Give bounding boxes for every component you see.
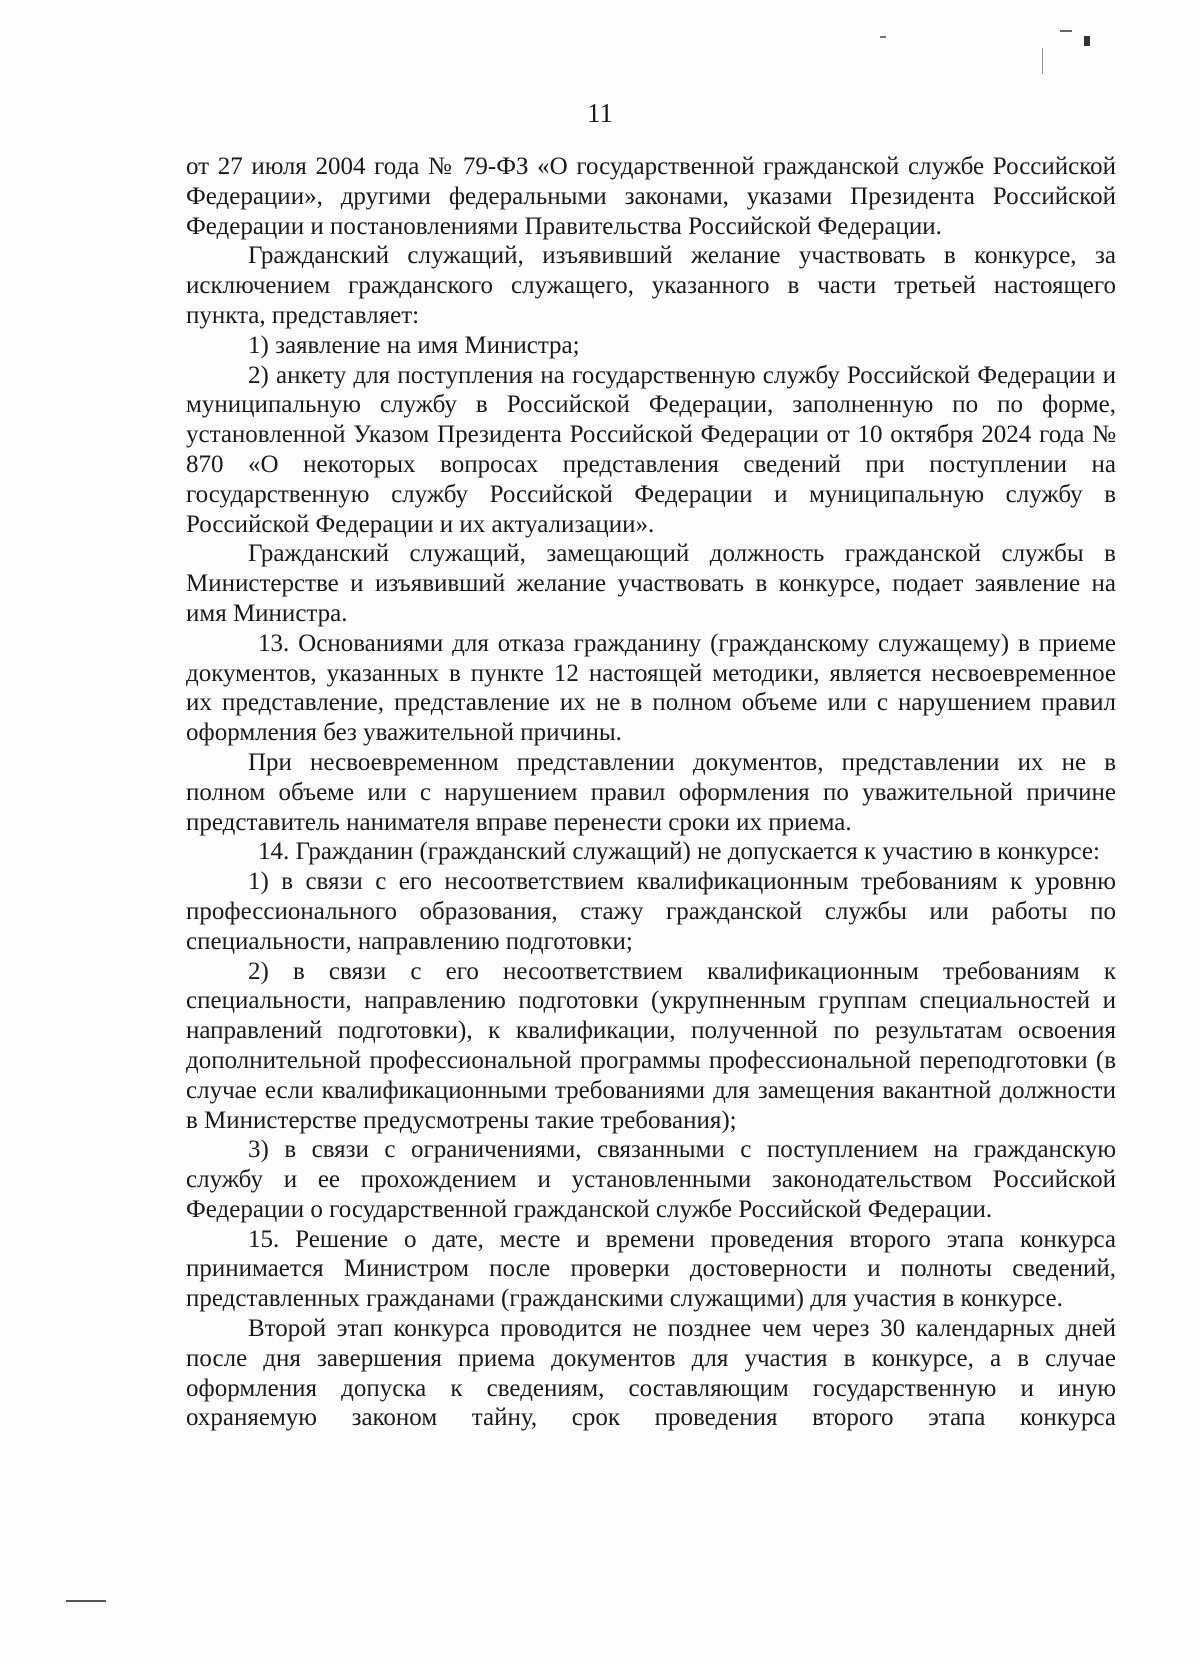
- paragraph-1: от 27 июля 2004 года № 79-ФЗ «О государственной гражданской службе Российской Федерации», другими федеральными законами, указами Президента Российской Федерации и постановлениями Правительства Российской Федерации.: [186, 153, 1116, 240]
- paragraph-10: 2) в связи с его несоответствием квалификационным требованиям к специальности, направлению подготовки (укрупненным группам специальностей и направлений подготовки), к квалификации, полученной по результатам освоения дополнительной профессиональной программы профессиональной переподготовки (в случае если квалификационными требованиями для замещения вакантной должности в Министерстве предусмотрены такие требования);: [186, 957, 1116, 1134]
- paragraph-4: 2) анкету для поступления на государственную службу Российской Федерации и муниципальную службу в Российской Федерации, заполненную по по форме, установленной Указом Президента Российской Федерации от 10 октября 2024 года № 870 «О некоторых вопросах представления сведений при поступлении на государственную службу Российской Федерации и муниципальную службу в Российской Федерации и их актуализации».: [186, 361, 1116, 538]
- scan-artifact-top: [1084, 36, 1090, 46]
- paragraph-7: При несвоевременном представлении документов, представлении их не в полном объеме или с нарушением правил оформления по уважительной причине представитель нанимателя вправе перенести сроки их приема.: [186, 748, 1116, 836]
- paragraph-6: 13. Основаниями для отказа гражданину (гражданскому служащему) в приеме документов, указанных в пункте 12 настоящей методики, является несвоевременное их представление, представление их не в полном объеме или с нарушением правил оформления без уважительной причины.: [186, 629, 1116, 747]
- paragraph-9: 1) в связи с его несоответствием квалификационным требованиям к уровню профессионального образования, стажу гражданской службы или работы по специальности, направлению подготовки;: [186, 868, 1116, 955]
- paragraph-2: Гражданский служащий, изъявивший желание участвовать в конкурсе, за исключением гражданского служащего, указанного в части третьей настоящего пункта, представляет:: [186, 242, 1116, 329]
- paragraph-13: Второй этап конкурса проводится не позднее чем через 30 календарных дней после дня завершения приема документов для участия в конкурсе, а в случае оформления допуска к сведениям, составляющим государственную и иную охраняемую законом тайну, срок проведения второго этапа конкурса: [186, 1315, 1116, 1432]
- document-body: [186, 152, 1116, 1433]
- paragraph-3: 1) заявление на имя Министра;: [248, 331, 580, 359]
- scan-artifact-top-3: [880, 36, 886, 38]
- scan-artifact-bottom-left: [66, 1600, 106, 1602]
- page-number: 11: [587, 98, 613, 128]
- paragraph-11: 3) в связи с ограничениями, связанными с поступлением на гражданскую службу и ее прохождением и установленными законодательством Российской Федерации о государственной гражданской службе Российской Федерации.: [186, 1136, 1116, 1223]
- scan-artifact-top-2: [1060, 30, 1072, 32]
- paragraph-5: Гражданский служащий, замещающий должность гражданской службы в Министерстве и изъявивший желание участвовать в конкурсе, подает заявление на имя Министра.: [186, 540, 1116, 627]
- paragraph-8: 14. Гражданин (гражданский служащий) не допускается к участию в конкурсе:: [258, 838, 1100, 866]
- scan-artifact-side: [1042, 48, 1043, 74]
- paragraph-12: 15. Решение о дате, месте и времени проведения второго этапа конкурса принимается Министром после проверки достоверности и полноты сведений, представленных гражданами (гражданскими служащими) для участия в конкурсе.: [186, 1225, 1116, 1313]
